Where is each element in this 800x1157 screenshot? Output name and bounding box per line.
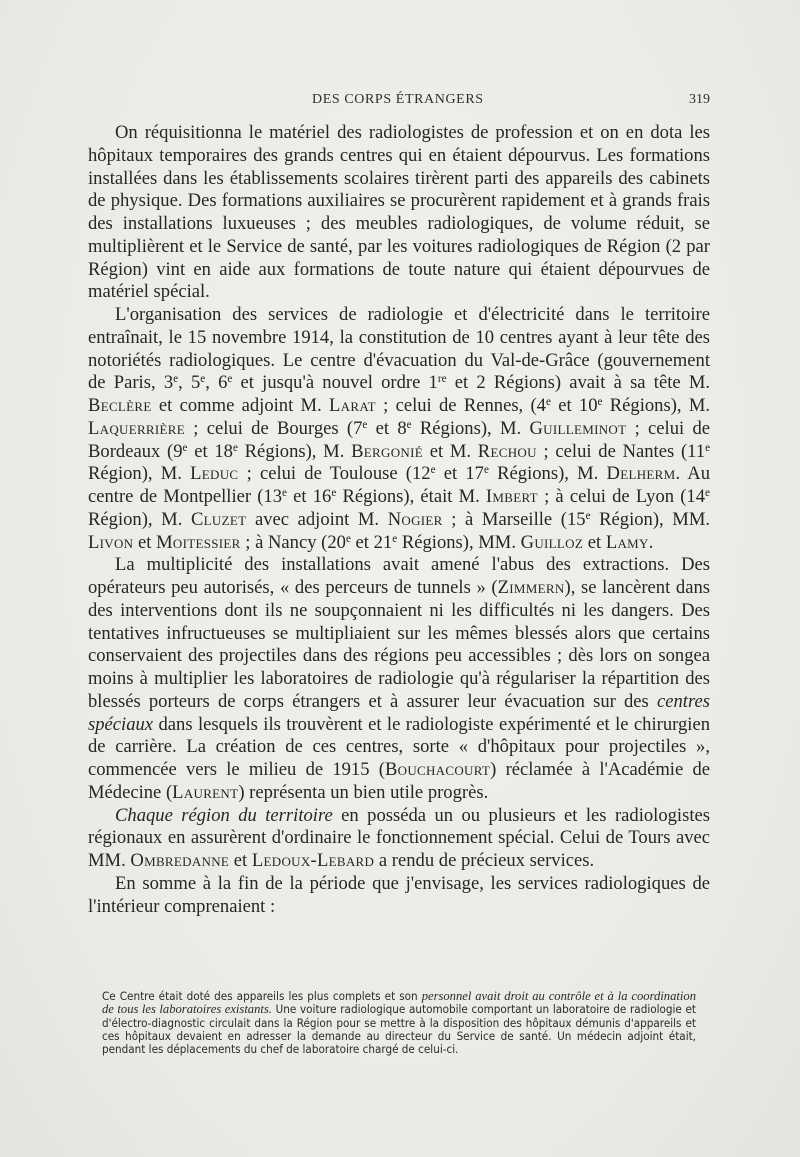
superscript: e xyxy=(430,464,436,477)
text-run: Régions), M. xyxy=(411,417,530,439)
text-run: ) réclamée à l'Académie de Médecine ( xyxy=(88,759,710,803)
text-run: et comme adjoint M. xyxy=(151,395,330,416)
text-run: et jusqu'à nouvel ordre 1 xyxy=(232,372,438,394)
text-run: ; celui de Bordeaux (9 xyxy=(88,417,711,462)
superscript: e xyxy=(597,395,603,408)
text-run: , 5 xyxy=(178,372,201,394)
text-run: a rendu de précieux services. xyxy=(374,850,595,871)
person-name: Rechou xyxy=(477,440,537,462)
person-name: Ombredanne xyxy=(130,850,230,871)
superscript: e xyxy=(483,464,489,477)
person-name: Laquerrière xyxy=(88,417,185,439)
superscript: e xyxy=(331,486,337,499)
footnote-italic: personnel avait droit au contrôle et à la coordination de tous les laboratoires existants. xyxy=(102,989,696,1017)
text-run: ), se lancèrent dans des interventions dont ils ne soupçonnaient ni les difficultés ni les dangers. Des tentatives infructueuses se multipliaient sur les mêmes blessés alors que certains conservaient des projectiles dans des régions peu accessibles ; dès lors on songea moins à multiplier les laboratoires de radiologie qu'à régulariser la répartition des blessés porteurs de corps étrangers et à assurer leur évacuation sur des xyxy=(88,577,710,712)
person-name: Guilleminot xyxy=(529,417,627,439)
footnote-text: Ce Centre était doté des appareils les plus complets et son xyxy=(102,989,422,1003)
text-run: Région), M. xyxy=(88,463,191,485)
person-name: Leduc xyxy=(190,463,239,485)
body-text xyxy=(88,122,710,918)
footnote xyxy=(102,990,696,1056)
superscript: e xyxy=(173,373,179,386)
italic-phrase: Chaque région du territoire xyxy=(115,804,333,826)
superscript: e xyxy=(362,418,368,431)
text-run: ; à Nancy (20 xyxy=(240,531,346,553)
person-name: Lamy xyxy=(605,531,649,553)
superscript: e xyxy=(282,486,287,499)
superscript: e xyxy=(232,441,238,454)
page-header xyxy=(88,92,710,114)
text-run: , 6 xyxy=(205,372,228,394)
text-run: L'organisation des services de radiologie et d'électricité dans le territoire entraînait, le 15 novembre 1914, la constitution de 10 centres ayant à leur tête des notoriétés radiologiques. Le centre d'évacuation du Val-de-Grâce (gouvernement de Paris, 3 xyxy=(88,304,710,394)
text-run: ; celui de Nantes (11 xyxy=(536,440,706,462)
text-run: et 2 Régions) avait à sa tête M. xyxy=(446,372,711,394)
text-run: et 17 xyxy=(435,463,484,485)
superscript: e xyxy=(200,373,206,386)
footnote-text: Une voiture radiologique automobile comportant un laboratoire de radiologie et d'électro-diagnostic circulait dans la Région pour se mettre à la disposition des hôpitaux démunis d'appareils et ces hôpitaux devaient en adresser la demande au directeur du Service de santé. Un médecin adjoint était, pendant les déplacements du chef de laboratoire chargé de celui-ci. xyxy=(102,1002,696,1057)
paragraph-1 xyxy=(88,122,710,304)
superscript: e xyxy=(406,418,412,431)
text-run: ; à celui de Lyon (14 xyxy=(537,486,706,507)
text-run: ; celui de Rennes, (4 xyxy=(375,395,546,416)
superscript: e xyxy=(392,532,398,545)
person-name: Larat xyxy=(329,395,376,416)
text-run: Régions), M. xyxy=(237,440,352,462)
person-name: Livon xyxy=(88,531,134,553)
person-name: Zimmern xyxy=(497,577,565,598)
paragraph-2 xyxy=(88,304,710,554)
paragraph-5 xyxy=(88,873,710,919)
text-run: et xyxy=(133,531,157,553)
text-run: . Au centre de Montpellier (13 xyxy=(88,463,711,507)
paragraph-3 xyxy=(88,554,710,804)
text-run: Régions), M. xyxy=(488,463,607,485)
text-run: Régions), M. xyxy=(602,395,711,416)
superscript: e xyxy=(545,395,551,408)
person-name: Laurent xyxy=(172,781,239,803)
text-run: et 21 xyxy=(350,531,393,553)
paragraph-5-text: En somme à la fin de la période que j'envisage, les services radiologiques de l'intérieur comprenaient : xyxy=(88,872,710,917)
text-run: dans lesquels ils trouvèrent et le radiologiste expérimenté et le chirurgien de carrière. La création de ces centres, sorte « d'hôpitaux pour projectiles », commencée vers le milieu de 1915 ( xyxy=(88,713,710,780)
text-run: ; celui de Bourges (7 xyxy=(185,417,363,439)
text-run: Régions), MM. xyxy=(397,531,521,553)
person-name: Guilloz xyxy=(520,531,584,553)
person-name: Imbert xyxy=(485,486,538,507)
text-run: Région), M. xyxy=(88,508,191,530)
text-run: et xyxy=(583,531,606,553)
paragraph-1-text: On réquisitionna le matériel des radiologistes de profession et on en dota les hôpitaux temporaires des grands centres qui en étaient dépourvus. Les formations installées dans les établissements scolaires tirèrent parti des appareils des cabinets de physique. Des formations auxiliaires se procurèrent rapidement et à grands frais des installations luxueuses ; des meubles radiologiques, de volume réduit, se multiplièrent et le Service de santé, par les voitures radiologiques de Région (2 par Région) vint en aide aux formations de toute nature qui étaient dépourvues de matériel spécial. xyxy=(88,122,710,303)
text-run: et 10 xyxy=(550,395,598,416)
person-name: Delherm xyxy=(606,463,676,485)
person-name: Beclère xyxy=(88,395,152,416)
text-run: et 16 xyxy=(286,486,332,507)
superscript: e xyxy=(705,441,711,454)
paragraph-4 xyxy=(88,805,710,873)
person-name: Bouchacourt xyxy=(384,759,491,780)
text-run: La multiplicité des installations avait amené l'abus des extractions. Des opérateurs peu autorisés, « des perceurs de tunnels » ( xyxy=(88,554,710,598)
text-run: Région), MM. xyxy=(590,508,711,530)
person-name: Nogier xyxy=(387,508,443,530)
superscript: e xyxy=(227,373,233,386)
text-run: et 18 xyxy=(187,440,233,462)
text-run: et xyxy=(229,850,252,871)
person-name: Cluzet xyxy=(190,508,247,530)
text-run: et M. xyxy=(422,440,478,462)
text-run: ; celui de Toulouse (12 xyxy=(238,463,431,485)
person-name: Bergonié xyxy=(351,440,423,462)
superscript: e xyxy=(345,532,351,545)
text-run: et 8 xyxy=(367,417,407,439)
running-title: DES CORPS ÉTRANGERS xyxy=(312,92,484,107)
text-run: Régions), était M. xyxy=(336,486,486,507)
superscript: e xyxy=(182,441,188,454)
person-name: Ledoux-Lebard xyxy=(251,850,375,871)
page-number: 319 xyxy=(689,92,710,107)
superscript: re xyxy=(437,373,447,386)
text-run: ; à Marseille (15 xyxy=(442,508,586,530)
italic-phrase: centres spéciaux xyxy=(88,690,710,735)
text-run: ) représenta un bien utile progrès. xyxy=(238,781,489,803)
superscript: e xyxy=(585,509,591,522)
person-name: Moitessier xyxy=(156,531,241,553)
text-run: avec adjoint M. xyxy=(246,508,388,530)
text-run: en posséda un ou plusieurs et les radiologistes régionaux en assurèrent d'ordinaire le fonctionnement spécial. Celui de Tours avec MM. xyxy=(88,804,710,871)
superscript: e xyxy=(705,486,710,499)
text-run: . xyxy=(648,531,654,553)
